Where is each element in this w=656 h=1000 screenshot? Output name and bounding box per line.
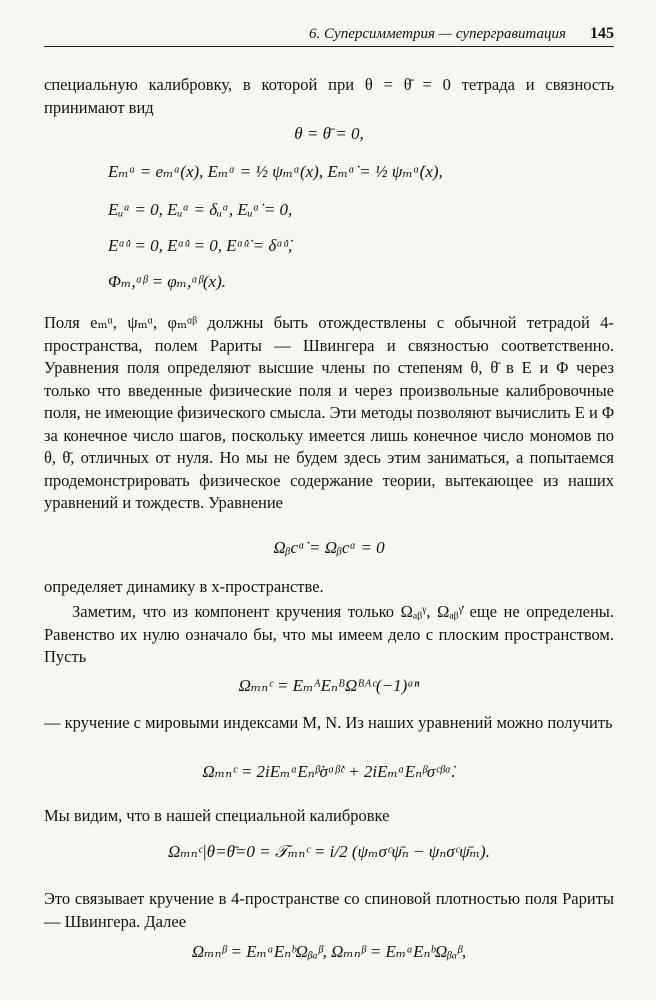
formula-special-gauge: Ωₘₙᶜ|θ=θ̄=0 = 𝒯ₘₙᶜ = i/2 (ψₘσᶜψ̄ₙ − ψₙσᶜψ̄ₘ).: [168, 842, 490, 861]
paragraph-3: определяет динамику в x-пространстве.: [44, 577, 324, 596]
formula-dynamics: Ωᵦcᵅ̇ = Ωᵦcᵅ = 0: [273, 538, 385, 557]
formula-world-torsion: Ωₘₙᶜ = EₘᴬEₙᴮΩᴮᴬᶜ(−1)ᵃⁿ: [238, 676, 420, 695]
paragraph-2: Поля eₘᵅ, ψₘᵅ, φₘᵅᵝ должны быть отождествлены с обычной тетрадой 4-пространства, полем Рариты — Швингера и связностью соответственно. Уравнения поля определяют высшие члены по степеням θ, θ̄ в E и Φ через только что введенные физические поля и через произвольные калибровочные поля, не имеющие физического смысла. Эти методы позволяют вычислить E и Φ за конечное число шагов, поскольку имеется лишь конечное число мономов по θ, θ̄, отличных от нуля. Но мы не будем здесь этим заниматься, а попытаемся продемонстрировать физическое содержание теории, вытекающее из наших уравнений и тождеств. Уравнение: [44, 313, 614, 512]
paragraph-7: Это связывает кручение в 4-пространстве со спиновой плотностью поля Рариты — Швингера. Далее: [44, 889, 614, 931]
formula-tetrad-mu: Eᵤᵃ = 0, Eᵤᵅ = δᵤᵅ, Eᵤᵅ̇ = 0,: [108, 200, 293, 219]
paragraph-5: — кручение с мировыми индексами M, N. Из наших уравнений можно получить: [44, 713, 613, 732]
formula-tetrad-alpha-dot: Eᵅ̇ᵘ = 0, Eᵅ̇ᵘ = 0, Eᵅ̇ᵘ̇ = δᵅ̇ᵘ̇,: [108, 236, 293, 255]
running-header: [44, 24, 614, 47]
paragraph-4: Заметим, что из компонент кручения только Ωₐᵦᵞ, Ωₐᵦᵞ̇ еще не определены. Равенство их нулю означало бы, что мы имеем дело с плоским пространством. Пусть: [44, 602, 614, 666]
formula-theta-zero: θ = θ̄ = 0,: [294, 124, 364, 143]
formula-connection: Φₘ,ᵅᵝ = φₘ,ᵅᵝ(x).: [108, 272, 226, 291]
page-number: 145: [590, 25, 614, 42]
paragraph-6: Мы видим, что в нашей специальной калибровке: [44, 806, 390, 825]
formula-spinor-torsion: Ωₘₙᵝ = EₘᵃEₙᵇΩᵦₐᵝ, Ωₘₙᵝ = EₘᵃEₙᵇΩᵦₐᵝ,: [191, 942, 467, 961]
paragraph-1: специальную калибровку, в которой при θ = θ̄ = 0 тетрада и связность принимают вид: [44, 75, 614, 117]
formula-torsion-expansion: Ωₘₙᶜ = 2iEₘᵅEₙᵝ̇σᵅᵝ̇ᶜ + 2iEₘᵅ̇Eₙᵝσᶜᵝᵅ̇.: [202, 762, 456, 781]
formula-tetrad-components: Eₘᵃ = eₘᵃ(x), Eₘᵅ = ½ ψₘᵅ(x), Eₘᵅ̇ = ½ ψₘᵅ̇(x),: [108, 162, 443, 181]
running-title: 6. Суперсимметрия — супергравитация: [309, 26, 566, 42]
